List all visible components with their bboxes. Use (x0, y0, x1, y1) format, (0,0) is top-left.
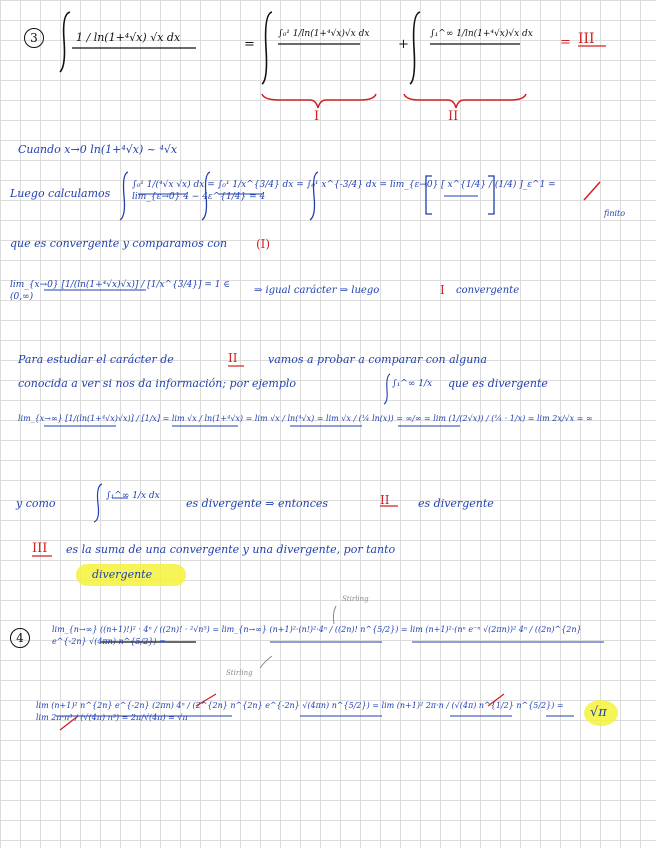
ex3-since: y como (16, 497, 56, 510)
ex3-convergent-line: que es convergente y comparamos con (10, 237, 228, 250)
ex3-since-tail: es divergente ⇒ entonces (186, 497, 329, 510)
ex4-stirling-left: Stirling (226, 669, 253, 677)
ex3-split-first: ∫₀¹ 1/ln(1+⁴√x)√x dx (278, 29, 370, 39)
ex3-eq-total: = (560, 35, 571, 50)
ex4-line2: lim (n+1)² n^{2n} e^{-2n} (2πn) 4ⁿ / (2^{2n} n^{2n} e^{-2n} √(4πn) n^{5/2}) = lim (n+1)² 2π·n / (√(4π) n^{1/2} n^{5/2}) = lim 2π·n³ / (√(4π) n³) = 2π/√(4π) = √π (36, 701, 564, 722)
ex4-line1: lim_{n→∞} ((n+1)!)² · 4ⁿ / ((2n)! · ²√n⁵) = lim_{n→∞} (n+1)²·(n!)²·4ⁿ / ((2n)! n^{5/2}) = lim (n+1)²·(nⁿ e⁻ⁿ √(2πn))² 4ⁿ / ((2n)^{2n} e^{-2n} √(4πn) n^{5/2}) = (52, 625, 582, 646)
ex4-stirling-top: Stirling (342, 595, 369, 603)
ex3-since-integral: ∫₁^∞ 1/x dx (106, 491, 160, 501)
ex3-final-text: es la suma de una convergente y una divergente, por tanto (66, 543, 396, 556)
ex3-then-label: Luego calculamos (10, 187, 111, 200)
brace-I (262, 94, 376, 108)
ex3-when-line: Cuando x→0 ln(1+⁴√x) ~ ⁴√x (18, 143, 178, 156)
ex3-integrand: 1 / ln(1+⁴√x) √x dx (76, 31, 181, 44)
ex3-label-II: II (448, 109, 459, 124)
ex3-para-line1b: vamos a probar a comparar con alguna (268, 353, 487, 366)
ex3-para-line2b: que es divergente (448, 377, 548, 390)
ex3-para-line1: Para estudiar el carácter de (18, 353, 174, 366)
exercise-number-3: 3 (24, 28, 44, 48)
ex3-total-III: III (578, 31, 595, 47)
ex3-lim-line: lim_{x→∞} [1/(ln(1+⁴√x)√x)] / [1/x] = lim √x / ln(1+⁴√x) = lim √x / ln(⁴√x) = lim √x / (¼ ln(x)) = ∞/∞ = lim (1/(2√x)) / (¼ · 1/x) = lim 2x/√x = ∞ (18, 414, 593, 423)
ex3-final-word: divergente (92, 568, 153, 581)
ex3-plus: + (398, 37, 409, 52)
integral-sign (410, 12, 420, 84)
ex3-limit-conclusion: ⇒ igual carácter ⇒ luego (254, 285, 380, 296)
ex3-ref-I: (I) (256, 237, 271, 251)
ex3-para-line2: conocida a ver si nos da información; por ejemplo (18, 377, 296, 390)
ex4-result: √π (590, 705, 607, 720)
exercise-number-4: 4 (10, 628, 30, 648)
ex3-since-ref-II: II (380, 493, 390, 507)
integral-sign (60, 12, 70, 72)
ex3-calculation: ∫₀¹ 1/(⁴√x √x) dx = ∫₀¹ 1/x^{3/4} dx = ∫₀¹ x^{-3/4} dx = lim_{ε→0} [ x^{1/4} / (1/4) ]_ε^1 = lim_{ε→0} 4 − 4ε^{1/4} = 4 (132, 180, 556, 202)
ex3-limit-line: lim_{x→0} [1/(ln(1+⁴√x)√x)] / [1/x^{3/4}] = 1 ∈ (0,∞) (10, 280, 231, 302)
ex3-split-second: ∫₁^∞ 1/ln(1+⁴√x)√x dx (430, 29, 533, 39)
ex3-para-ref-II: II (228, 351, 238, 365)
ex3-label-I: I (314, 109, 320, 124)
ex3-finite: finito (604, 209, 626, 218)
ex3-para-integral: ∫₁^∞ 1/x (392, 379, 433, 389)
ex3-final-ref-III: III (32, 541, 48, 556)
ex3-conclusion-word: convergente (456, 285, 520, 296)
ex3-equals: = (244, 37, 255, 52)
brace-II (404, 94, 526, 108)
ex3-since-end: es divergente (418, 497, 494, 510)
ex3-conclusion-I: I (440, 283, 445, 297)
integral-sign (262, 12, 272, 84)
